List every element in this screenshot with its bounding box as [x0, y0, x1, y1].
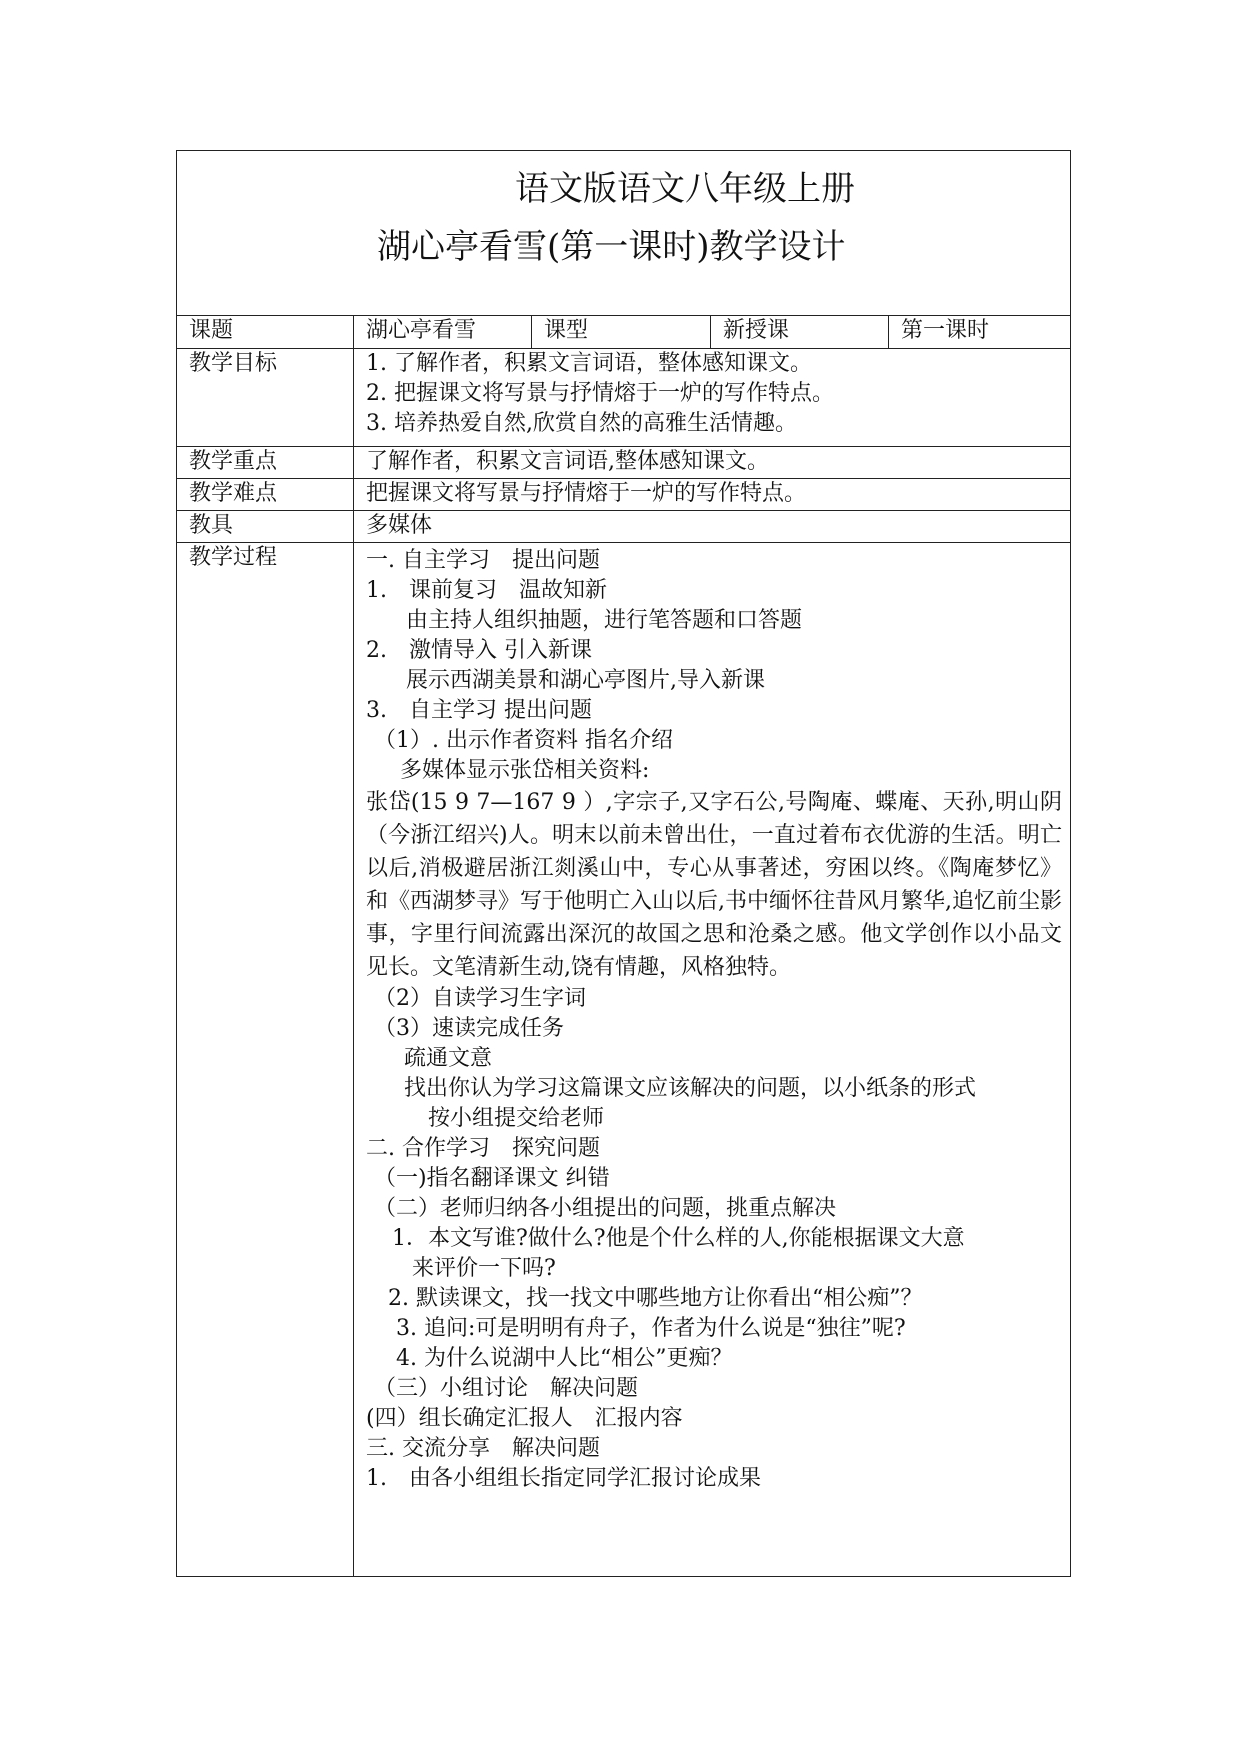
difficulties-value: 把握课文将写景与抒情熔于一炉的写作特点。: [366, 481, 807, 506]
title-row: [177, 151, 1071, 316]
process-line: 三. 交流分享 解决问题: [366, 1436, 600, 1461]
objectives-row: [177, 349, 1071, 447]
process-line: （二）老师归纳各小组提出的问题，挑重点解决: [374, 1196, 837, 1221]
key-points-row: [177, 447, 1071, 479]
objective-item: 1. 了解作者，积累文言词语，整体感知课文。: [366, 351, 812, 376]
process-line: （1）. 出示作者资料 指名介绍: [374, 728, 673, 753]
process-line: （3）速读完成任务: [374, 1016, 564, 1041]
type-label: 课型: [532, 316, 711, 349]
process-line: 1. 课前复习 温故知新: [366, 578, 607, 603]
process-line: 一. 自主学习 提出问题: [366, 548, 600, 573]
title-line-1: 语文版语文八年级上册: [515, 169, 855, 209]
process-line: 3. 追问:可是明明有舟子，作者为什么说是“独往”呢?: [396, 1316, 906, 1341]
objective-item: 3. 培养热爱自然,欣赏自然的高雅生活情趣。: [366, 411, 797, 436]
topic-value: 湖心亭看雪: [354, 316, 532, 349]
process-line: 来评价一下吗?: [412, 1256, 556, 1281]
process-line: 展示西湖美景和湖心亭图片,导入新课: [406, 668, 765, 693]
lesson-plan-page: [176, 150, 1070, 1577]
process-line: 1. 由各小组组长指定同学汇报讨论成果: [366, 1466, 761, 1491]
process-line: 疏通文意: [404, 1046, 493, 1071]
tools-cell: [354, 511, 1071, 543]
objective-item: 2. 把握课文将写景与抒情熔于一炉的写作特点。: [366, 381, 834, 406]
key-points-label: 教学重点: [177, 447, 354, 479]
tools-row: [177, 511, 1071, 543]
difficulties-row: [177, 479, 1071, 511]
process-line: 多媒体显示张岱相关资料:: [400, 758, 650, 783]
period-value: 第一课时: [889, 316, 1071, 349]
objectives-content: [354, 349, 1071, 447]
process-line: 4. 为什么说湖中人比“相公”更痴？: [396, 1346, 733, 1371]
key-points-value: 了解作者，积累文言词语,整体感知课文。: [366, 449, 769, 474]
author-bio-paragraph: 张岱(15 9 7—167 9 ）,字宗子,又字石公,号陶庵、蝶庵、天孙,明山阴（今浙江绍兴)人。明末以前未曾出仕，一直过着布衣优游的生活。明亡以后,消极避居浙江剡溪山中，专心从事著述，穷困以终。《陶庵梦忆》和《西湖梦寻》写于他明亡入山以后,书中缅怀往昔风月繁华,追忆前尘影事，字里行间流露出深沉的故国之思和沧桑之感。他文学创作以小品文见长。文笔清新生动,饶有情趣，风格独特。: [366, 790, 1063, 980]
process-line: 3. 自主学习 提出问题: [366, 698, 592, 723]
title-line-2: 湖心亭看雪(第一课时)教学设计: [377, 227, 846, 267]
objectives-label: 教学目标: [177, 349, 354, 447]
key-points-cell: [354, 447, 1071, 479]
process-label: 教学过程: [177, 543, 354, 1577]
process-line: 按小组提交给老师: [428, 1106, 605, 1131]
process-row: [177, 543, 1071, 1577]
process-line: 2. 激情导入 引入新课: [366, 638, 592, 663]
process-line: 由主持人组织抽题，进行笔答题和口答题: [406, 608, 803, 633]
difficulties-label: 教学难点: [177, 479, 354, 511]
process-content: [354, 543, 1071, 1577]
title-cell: [177, 151, 1071, 316]
process-line: (四）组长确定汇报人 汇报内容: [366, 1406, 683, 1431]
topic-label: 课题: [177, 316, 354, 349]
process-line: （一)指名翻译课文 纠错: [374, 1166, 610, 1191]
difficulties-cell: [354, 479, 1071, 511]
lesson-plan-table: [176, 150, 1071, 1577]
tools-value: 多媒体: [366, 513, 433, 538]
process-line: 二. 合作学习 探究问题: [366, 1136, 600, 1161]
process-line: （三）小组讨论 解决问题: [374, 1376, 639, 1401]
process-line: 找出你认为学习这篇课文应该解决的问题，以小纸条的形式: [404, 1076, 977, 1101]
process-line: （2）自读学习生字词: [374, 986, 586, 1011]
process-line: 1．本文写谁?做什么?他是个什么样的人,你能根据课文大意: [392, 1226, 965, 1251]
type-value: 新授课: [711, 316, 889, 349]
tools-label: 教具: [177, 511, 354, 543]
process-line: 2. 默读课文，找一找文中哪些地方让你看出“相公痴”？: [388, 1286, 923, 1311]
header-row: [177, 316, 1071, 349]
